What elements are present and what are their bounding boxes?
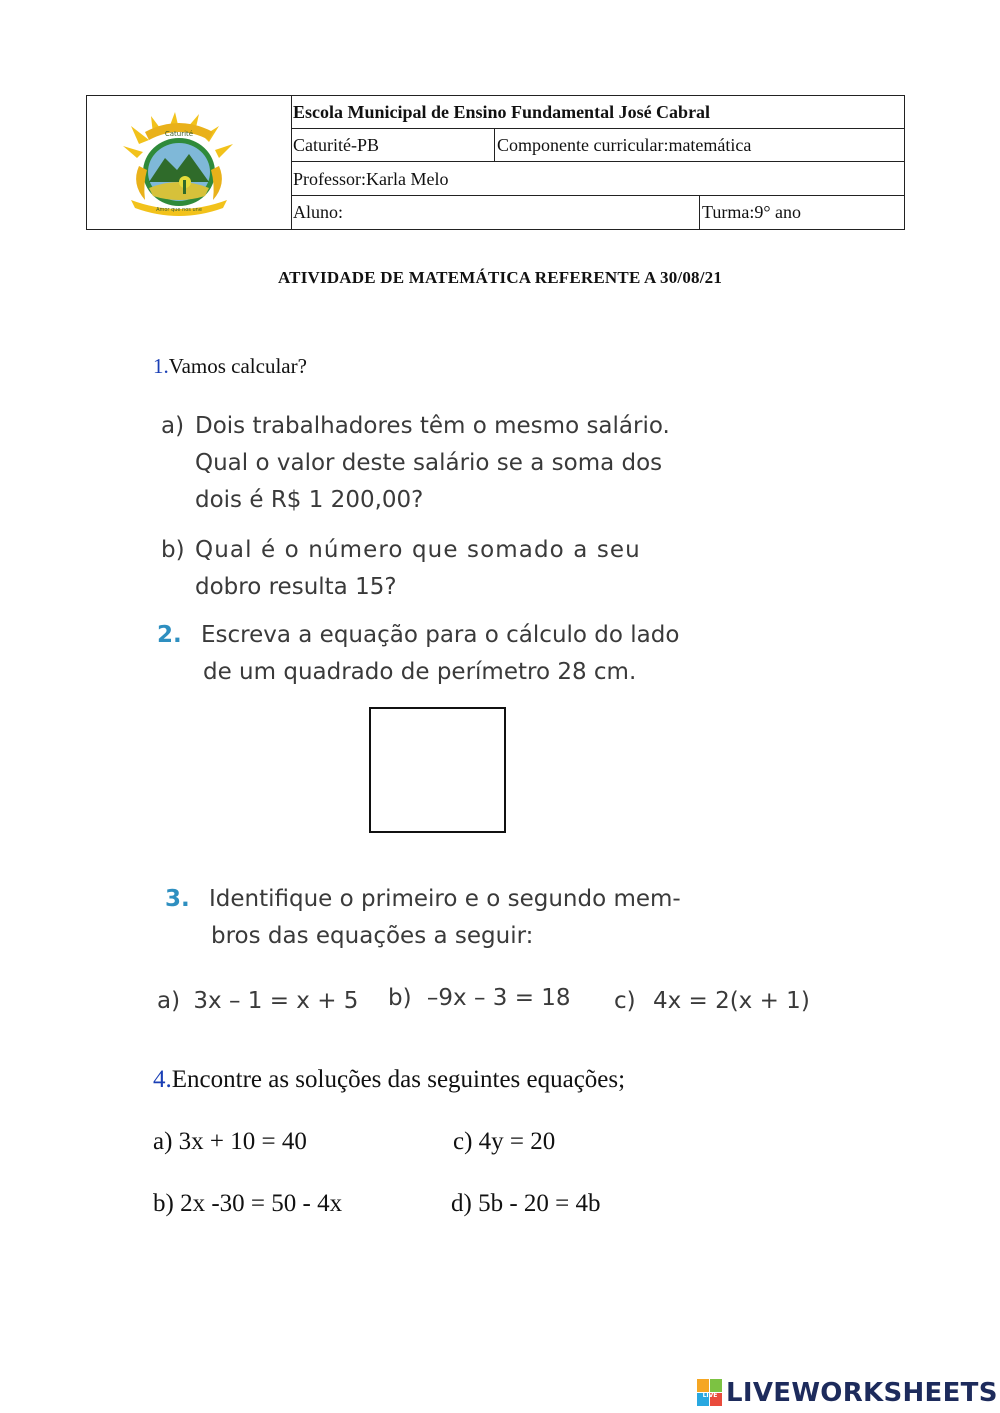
- question-4-text: Encontre as soluções das seguintes equações;: [171, 1066, 626, 1093]
- school-crest-logo: [87, 96, 291, 229]
- equation-c-expr: 4x = 2(x + 1): [652, 988, 810, 1014]
- brand-logo-letters: LIVE: [702, 1392, 718, 1399]
- header-table: [86, 95, 905, 230]
- equation-c: [614, 983, 810, 1020]
- equation-b-label: b): [388, 985, 412, 1011]
- liveworksheets-text: LIVEWORKSHEETS: [726, 1378, 998, 1408]
- logo-text-top: Caturité: [164, 130, 194, 138]
- class-grade: Turma:9° ano: [702, 202, 802, 222]
- question-1a-line: Qual o valor deste salário se a soma dos: [195, 450, 663, 476]
- city: Caturité-PB: [291, 129, 495, 161]
- header-row-student: [291, 196, 904, 229]
- curricular-component: Componente curricular:matemática: [497, 135, 752, 155]
- teacher: Professor:Karla Melo: [293, 169, 449, 189]
- question-3-number: 3.: [165, 886, 190, 912]
- question-1-text: Vamos calcular?: [168, 354, 307, 378]
- page-title: ATIVIDADE DE MATEMÁTICA REFERENTE A 30/08/21: [277, 268, 723, 287]
- question-1a-line: dois é R$ 1 200,00?: [195, 487, 424, 513]
- question-1b-line: dobro resulta 15?: [195, 574, 397, 600]
- question-1b-line: Qual é o número que somado a seu: [195, 537, 641, 563]
- header-row-city: [291, 129, 904, 162]
- equation-a-label: a): [157, 988, 181, 1014]
- question-1-number: 1.: [153, 354, 169, 378]
- header-row-teacher: [291, 162, 904, 196]
- question-3-line: bros das equações a seguir:: [211, 923, 534, 949]
- equation-b-expr: –9x – 3 = 18: [426, 985, 571, 1011]
- equation-a-expr: 3x – 1 = x + 5: [193, 988, 359, 1014]
- logo-text-bottom: Amor que nos une: [156, 207, 202, 213]
- square-drawing: [369, 707, 506, 833]
- question-2-number: 2.: [157, 622, 182, 648]
- equation-a: [157, 983, 358, 1020]
- question-1a-line: Dois trabalhadores têm o mesmo salário.: [195, 413, 670, 439]
- school-name: Escola Municipal de Ensino Fundamental José Cabral: [293, 102, 711, 122]
- equation-4a: a) 3x + 10 = 40: [153, 1128, 307, 1155]
- equation-4b: b) 2x -30 = 50 - 4x: [153, 1190, 343, 1217]
- equation-4d: d) 5b - 20 = 4b: [451, 1190, 601, 1217]
- equation-c-label: c): [614, 988, 636, 1014]
- equation-4c: c) 4y = 20: [453, 1128, 556, 1155]
- question-4-heading: [153, 1066, 625, 1094]
- question-4-number: 4.: [153, 1066, 172, 1093]
- logo-cell: [87, 96, 292, 229]
- header-row-school: [291, 96, 904, 129]
- question-1a-label: a): [161, 413, 185, 439]
- question-2-line: Escreva a equação para o cálculo do lado: [201, 622, 680, 648]
- question-1b-label: b): [161, 537, 185, 563]
- liveworksheets-brand: [697, 1377, 998, 1409]
- question-2-line: de um quadrado de perímetro 28 cm.: [203, 659, 637, 685]
- student-field[interactable]: Aluno:: [291, 196, 700, 229]
- question-3-line: Identifique o primeiro e o segundo mem-: [209, 886, 681, 912]
- question-1-heading: [153, 354, 307, 379]
- liveworksheets-logo-icon: [697, 1379, 723, 1407]
- equation-b: [388, 980, 571, 1017]
